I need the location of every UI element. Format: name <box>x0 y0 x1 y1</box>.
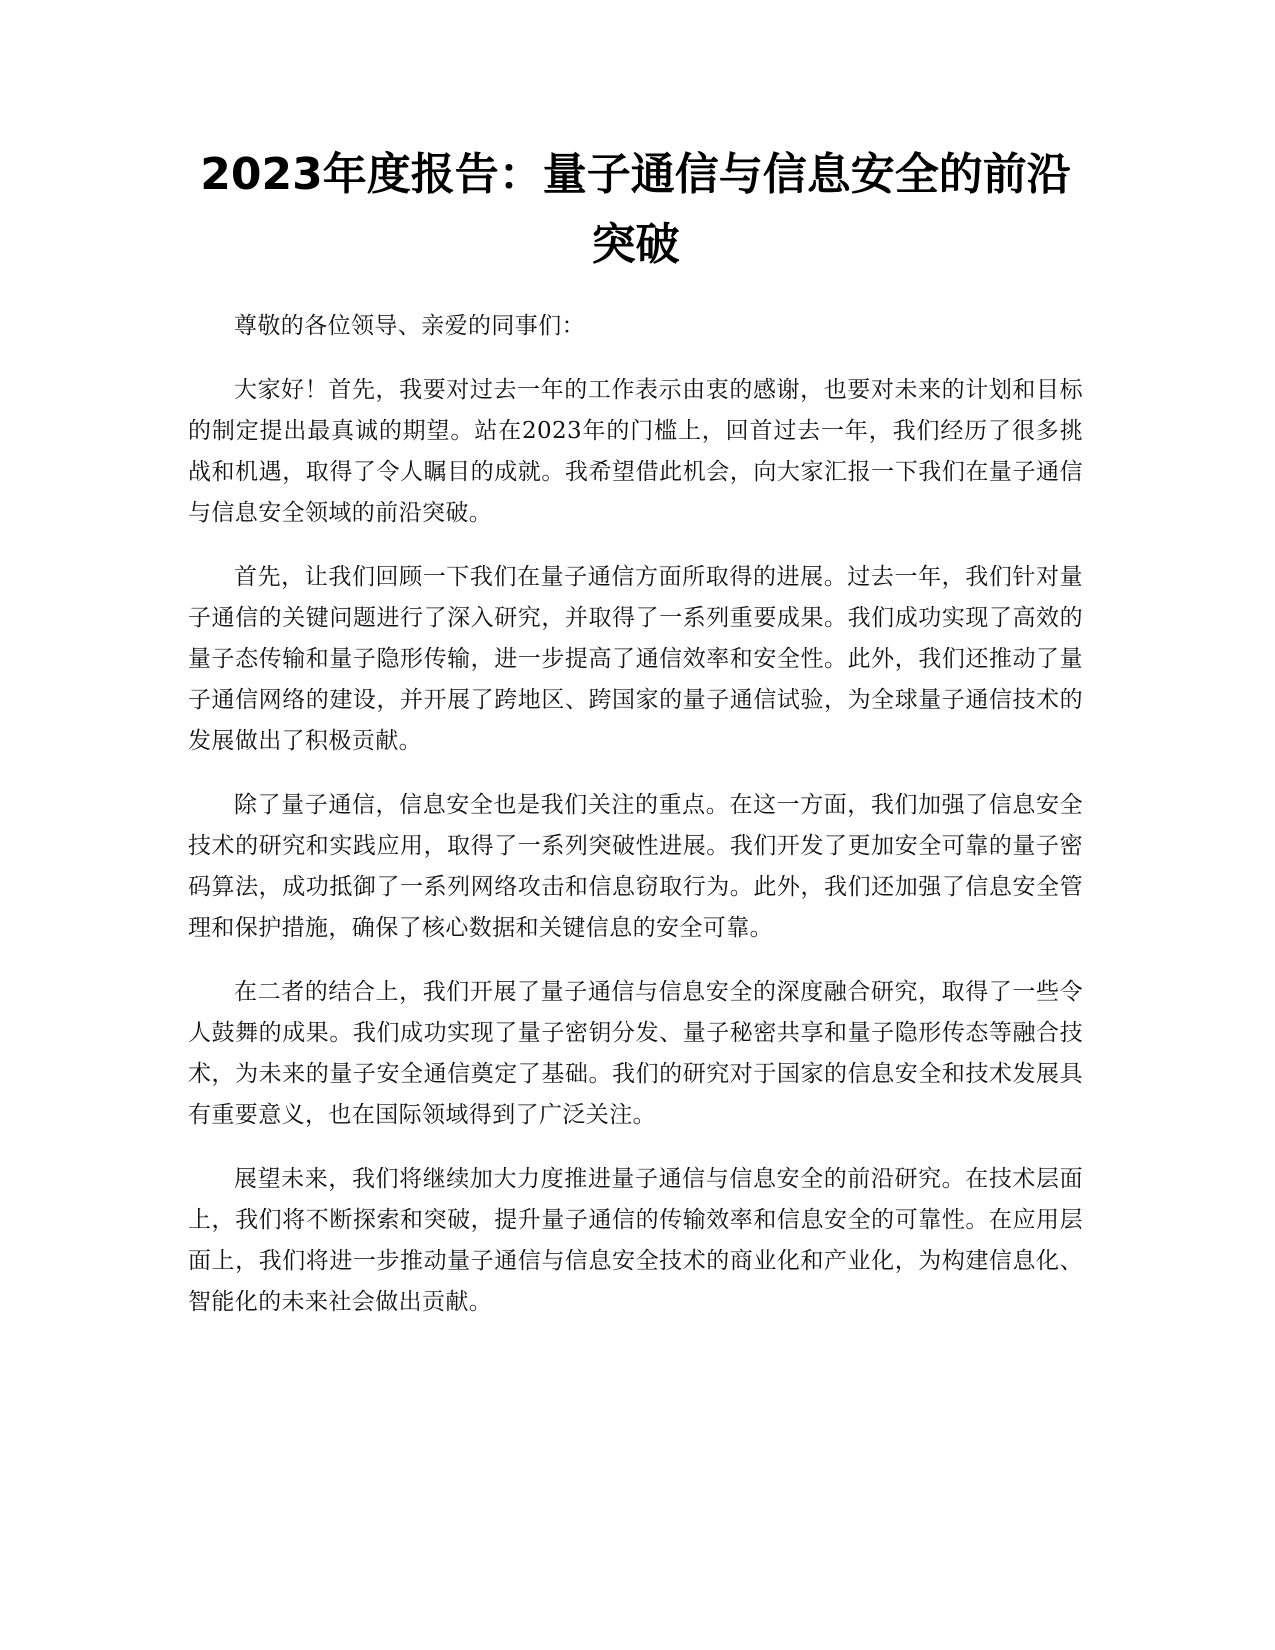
paragraph-integration: 在二者的结合上，我们开展了量子通信与信息安全的深度融合研究，取得了一些令人鼓舞的成果。我们成功实现了量子密钥分发、量子秘密共享和量子隐形传态等融合技术，为未来的量子安全通信奠定了基础。我们的研究对于国家的信息安全和技术发展具有重要意义，也在国际领域得到了广泛关注。 <box>188 979 1083 1128</box>
paragraph-quantum-communication: 首先，让我们回顾一下我们在量子通信方面所取得的进展。过去一年，我们针对量子通信的关键问题进行了深入研究，并取得了一系列重要成果。我们成功实现了高效的量子态传输和量子隐形传输，进一步提高了通信效率和安全性。此外，我们还推动了量子通信网络的建设，并开展了跨地区、跨国家的量子通信试验，为全球量子通信技术的发展做出了积极贡献。 <box>188 564 1083 754</box>
document-body <box>188 140 1083 1346</box>
paragraph-information-security: 除了量子通信，信息安全也是我们关注的重点。在这一方面，我们加强了信息安全技术的研究和实践应用，取得了一系列突破性进展。我们开发了更加安全可靠的量子密码算法，成功抵御了一系列网络攻击和信息窃取行为。此外，我们还加强了信息安全管理和保护措施，确保了核心数据和关键信息的安全可靠。 <box>188 792 1083 941</box>
paragraph-intro: 大家好！首先，我要对过去一年的工作表示由衷的感谢，也要对未来的计划和目标的制定提出最真诚的期望。站在2023年的门槛上，回首过去一年，我们经历了很多挑战和机遇，取得了令人瞩目的成就。我希望借此机会，向大家汇报一下我们在量子通信与信息安全领域的前沿突破。 <box>188 377 1083 526</box>
paragraph-outlook: 展望未来，我们将继续加大力度推进量子通信与信息安全的前沿研究。在技术层面上，我们将不断探索和突破，提升量子通信的传输效率和信息安全的可靠性。在应用层面上，我们将进一步推动量子通信与信息安全技术的商业化和产业化，为构建信息化、智能化的未来社会做出贡献。 <box>188 1166 1083 1315</box>
document-title: 2023年度报告：量子通信与信息安全的前沿突破 <box>200 149 1071 270</box>
salutation: 尊敬的各位领导、亲爱的同事们： <box>234 313 585 339</box>
